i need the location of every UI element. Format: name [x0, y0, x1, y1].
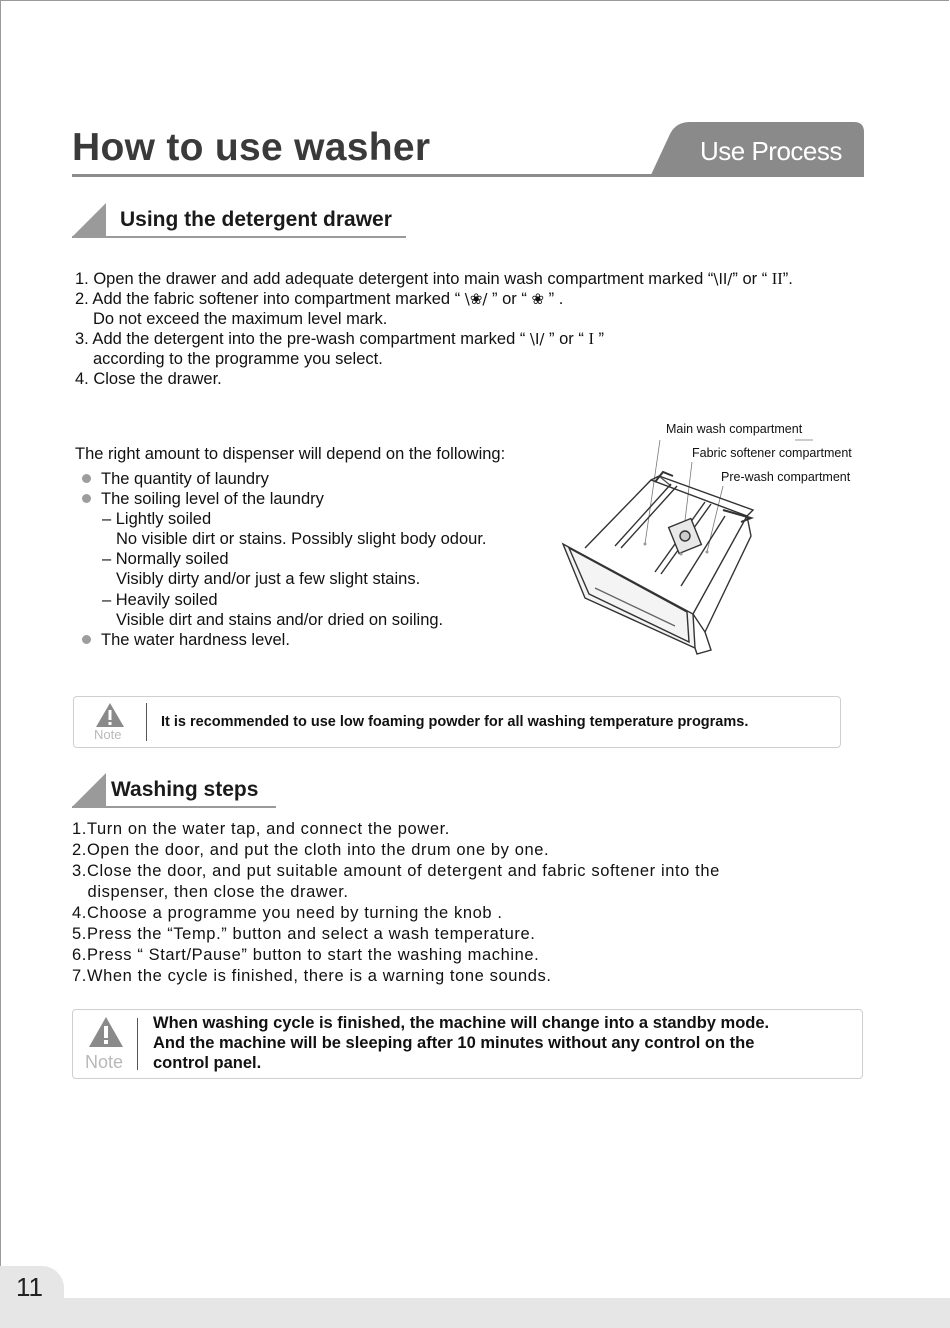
soil-heavy-name: – Heavily soiled [102, 591, 218, 609]
softener-symbol-icon: \❀/ [464, 290, 488, 308]
amount-heading: The right amount to dispenser will depend on the following: [75, 445, 506, 463]
factor-water-hardness: The water hardness level. [101, 631, 290, 649]
flower-icon: ❀ [531, 290, 545, 308]
label-main-wash: Main wash compartment [666, 422, 803, 436]
instruction-3-cont: according to the programme you select. [93, 350, 383, 368]
note-standby-line-1: When washing cycle is finished, the machine will change into a standby mode. [153, 1014, 770, 1032]
bullet [82, 474, 91, 483]
instruction-4: 4. Close the drawer. [75, 370, 222, 388]
instruction-3: 3. Add the detergent into the pre-wash compartment marked “ \I/ ” or “ I ” [75, 329, 605, 348]
prewash-symbol-icon: \I/ [529, 330, 545, 348]
note-standby-line-3: control panel. [153, 1054, 262, 1072]
bullet [82, 635, 91, 644]
soil-normal-desc: Visibly dirty and/or just a few slight stains. [116, 570, 421, 588]
step-3: 3.Close the door, and put suitable amount of detergent and fabric softener into the [72, 862, 720, 880]
note-separator [137, 1018, 138, 1070]
step-3-cont: dispenser, then close the drawer. [72, 883, 349, 901]
section-title-washing-steps: Washing steps [111, 778, 259, 801]
soil-heavy-desc: Visible dirt and stains and/or dried on soiling. [116, 611, 444, 629]
soil-light-name: – Lightly soiled [102, 510, 212, 528]
step-1: 1.Turn on the water tap, and connect the power. [72, 820, 450, 838]
label-fabric-softener: Fabric softener compartment [692, 446, 852, 460]
warning-icon [95, 702, 125, 728]
use-process-label: Use Process [700, 136, 842, 166]
note-label: Note [94, 727, 122, 742]
label-prewash: Pre-wash compartment [721, 470, 851, 484]
section-title-detergent-drawer: Using the detergent drawer [120, 208, 392, 231]
title-underline [72, 174, 672, 177]
factor-quantity: The quantity of laundry [101, 470, 269, 488]
step-7: 7.When the cycle is finished, there is a warning tone sounds. [72, 967, 552, 985]
instruction-2-note: Do not exceed the maximum level mark. [93, 310, 388, 328]
page-number: 11 [16, 1272, 43, 1302]
note-standby-line-2: And the machine will be sleeping after 10 minutes without any control on the [153, 1034, 755, 1052]
warning-icon [88, 1016, 124, 1048]
step-6: 6.Press “ Start/Pause” button to start the washing machine. [72, 946, 540, 964]
note-separator [146, 703, 147, 741]
instruction-1: 1. Open the drawer and add adequate detergent into main wash compartment marked “\II/” or “ II”. [75, 269, 793, 288]
page-title: How to use washer [72, 126, 431, 169]
instruction-2: 2. Add the fabric softener into compartment marked “ \❀/ ” or “ ❀ ” . [75, 290, 564, 308]
factor-soiling: The soiling level of the laundry [101, 490, 324, 508]
footer-band [0, 1298, 950, 1328]
note-label: Note [85, 1052, 124, 1072]
soil-light-desc: No visible dirt or stains. Possibly slight body odour. [116, 530, 487, 548]
step-2: 2.Open the door, and put the cloth into the drum one by one. [72, 841, 550, 859]
bullet [82, 494, 91, 503]
detergent-drawer-diagram [555, 436, 875, 666]
soil-normal-name: – Normally soiled [102, 550, 229, 568]
step-4: 4.Choose a programme you need by turning the knob . [72, 904, 503, 922]
main-wash-symbol-icon: \II/ [713, 270, 733, 288]
note-foaming-text: It is recommended to use low foaming powder for all washing temperature programs. [161, 714, 749, 730]
step-5: 5.Press the “Temp.” button and select a wash temperature. [72, 925, 536, 943]
